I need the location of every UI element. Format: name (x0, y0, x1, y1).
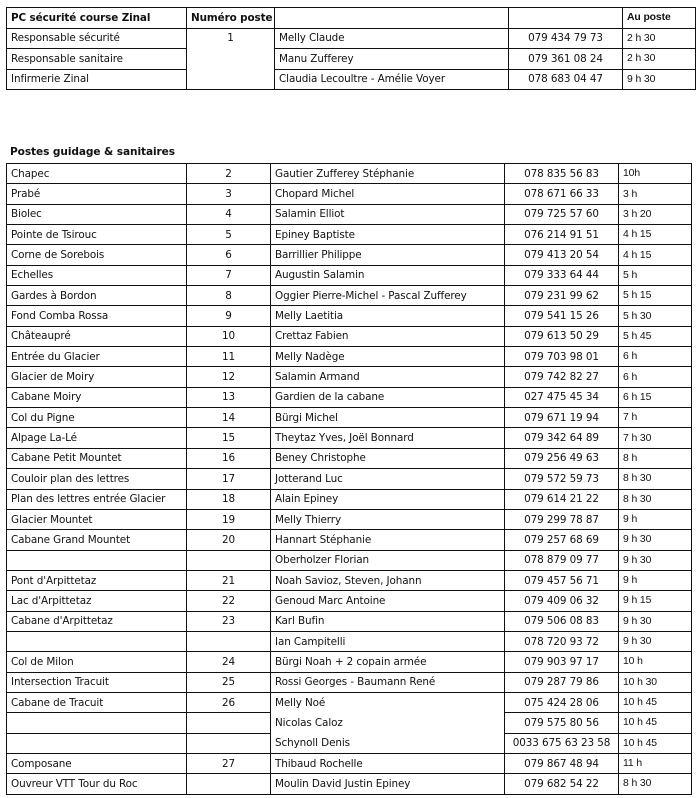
time-cell: 3 h 20 (619, 204, 692, 224)
time-cell: 2 h 30 (623, 28, 696, 49)
location-cell (7, 733, 187, 753)
location-cell: Glacier Mountet (7, 509, 187, 529)
table-row (7, 469, 692, 489)
location-cell: Cabane Petit Mountet (7, 448, 187, 468)
name-cell: Oggier Pierre-Michel - Pascal Zufferey (271, 286, 505, 306)
post-number-cell: 17 (187, 469, 271, 489)
pc-securite-table (6, 7, 696, 90)
name-cell: Oberholzer Florian (271, 550, 505, 570)
phone-cell: 079 434 79 73 (509, 28, 623, 49)
location-cell: Glacier de Moiry (7, 367, 187, 387)
name-cell: Theytaz Yves, Joël Bonnard (271, 428, 505, 448)
time-cell: 9 h 30 (619, 631, 692, 651)
phone-cell: 079 614 21 22 (505, 489, 619, 509)
location-cell: Lac d'Arpittetaz (7, 591, 187, 611)
time-cell: 4 h 15 (619, 225, 692, 245)
location-cell (7, 631, 187, 651)
location-cell: Col de Milon (7, 652, 187, 672)
name-cell: Karl Bufin (271, 611, 505, 631)
post-number-cell: 5 (187, 225, 271, 245)
table-row (7, 631, 692, 651)
table-row (7, 672, 692, 692)
time-cell: 9 h 30 (623, 69, 696, 90)
table-row (7, 611, 692, 631)
name-cell: Gautier Zufferey Stéphanie (271, 164, 505, 184)
name-cell: Schynoll Denis (271, 733, 505, 753)
name-cell: Noah Savioz, Steven, Johann (271, 570, 505, 590)
phone-cell: 079 231 99 62 (505, 286, 619, 306)
post-number-cell-empty (187, 69, 275, 90)
time-cell: 10 h 45 (619, 713, 692, 733)
time-cell: 6 h (619, 367, 692, 387)
table-row (7, 387, 692, 407)
phone-cell: 079 541 15 26 (505, 306, 619, 326)
time-cell: 11 h (619, 753, 692, 773)
table-row (7, 204, 692, 224)
time-cell: 5 h 15 (619, 286, 692, 306)
phone-cell: 079 682 54 22 (505, 774, 619, 794)
location-cell: Cabane Grand Mountet (7, 530, 187, 550)
location-cell: Pointe de Tsirouc (7, 225, 187, 245)
post-number-cell: 12 (187, 367, 271, 387)
post-number-cell: 27 (187, 753, 271, 773)
location-cell: Composane (7, 753, 187, 773)
name-cell: Manu Zufferey (275, 49, 509, 70)
post-number-cell: 2 (187, 164, 271, 184)
phone-cell: 079 506 08 83 (505, 611, 619, 631)
phone-cell: 079 742 82 27 (505, 367, 619, 387)
post-number-cell-empty (187, 49, 275, 70)
post-number-cell: 19 (187, 509, 271, 529)
time-cell: 5 h 30 (619, 306, 692, 326)
location-cell: Gardes à Bordon (7, 286, 187, 306)
table-row (7, 774, 692, 794)
phone-cell: 079 572 59 73 (505, 469, 619, 489)
table-row (7, 49, 696, 70)
name-cell: Melly Nadège (271, 347, 505, 367)
time-cell: 3 h (619, 184, 692, 204)
phone-cell: 079 299 78 87 (505, 509, 619, 529)
post-number-cell (187, 631, 271, 651)
time-cell: 9 h 30 (619, 611, 692, 631)
time-cell: 5 h 45 (619, 326, 692, 346)
post-number-cell: 26 (187, 692, 271, 712)
name-cell: Bürgi Noah + 2 copain armée (271, 652, 505, 672)
table-row (7, 489, 692, 509)
name-cell: Gardien de la cabane (271, 387, 505, 407)
table-row (7, 286, 692, 306)
post-number-cell: 25 (187, 672, 271, 692)
table-row (7, 347, 692, 367)
time-cell: 4 h 15 (619, 245, 692, 265)
location-cell: Echelles (7, 265, 187, 285)
table-row (7, 753, 692, 773)
time-cell: 6 h 15 (619, 387, 692, 407)
time-cell: 9 h (619, 570, 692, 590)
phone-cell: 079 409 06 32 (505, 591, 619, 611)
header-phone (509, 8, 623, 29)
name-cell: Nicolas Caloz (271, 713, 505, 733)
phone-cell: 078 879 09 77 (505, 550, 619, 570)
time-cell: 7 h 30 (619, 428, 692, 448)
location-cell: Ouvreur VTT Tour du Roc (7, 774, 187, 794)
time-cell: 10h (619, 164, 692, 184)
table-row (7, 652, 692, 672)
phone-cell: 079 256 49 63 (505, 448, 619, 468)
table-row (7, 225, 692, 245)
table-row (7, 692, 692, 712)
location-cell: Pont d'Arpittetaz (7, 570, 187, 590)
name-cell: Melly Claude (275, 28, 509, 49)
post-number-cell: 15 (187, 428, 271, 448)
location-cell: Col du Pigne (7, 408, 187, 428)
phone-cell: 076 214 91 51 (505, 225, 619, 245)
name-cell: Bürgi Michel (271, 408, 505, 428)
name-cell: Barrillier Philippe (271, 245, 505, 265)
name-cell: Augustin Salamin (271, 265, 505, 285)
post-number-cell: 23 (187, 611, 271, 631)
phone-cell: 079 457 56 71 (505, 570, 619, 590)
post-number-cell: 4 (187, 204, 271, 224)
location-cell: Biolec (7, 204, 187, 224)
post-number-cell: 18 (187, 489, 271, 509)
location-cell: Corne de Sorebois (7, 245, 187, 265)
time-cell: 9 h 30 (619, 530, 692, 550)
table-row (7, 530, 692, 550)
name-cell: Salamin Elliot (271, 204, 505, 224)
name-cell: Melly Noé (271, 692, 505, 712)
header-location: PC sécurité course Zinal (7, 8, 187, 29)
phone-cell: 079 287 79 86 (505, 672, 619, 692)
location-cell: Alpage La-Lé (7, 428, 187, 448)
name-cell: Ian Campitelli (271, 631, 505, 651)
post-number-cell: 24 (187, 652, 271, 672)
post-number-cell: 1 (187, 28, 275, 49)
pc-header-row (7, 8, 696, 29)
location-cell: Fond Comba Rossa (7, 306, 187, 326)
table-row (7, 713, 692, 733)
name-cell: Genoud Marc Antoine (271, 591, 505, 611)
table-row (7, 184, 692, 204)
header-post-number: Numéro poste (187, 8, 275, 29)
phone-cell: 078 720 93 72 (505, 631, 619, 651)
time-cell: 8 h 30 (619, 469, 692, 489)
time-cell: 2 h 30 (623, 49, 696, 70)
table-row (7, 306, 692, 326)
name-cell: Epiney Baptiste (271, 225, 505, 245)
post-number-cell: 10 (187, 326, 271, 346)
phone-cell: 079 361 08 24 (509, 49, 623, 70)
table-row (7, 550, 692, 570)
phone-cell: 079 333 64 44 (505, 265, 619, 285)
location-cell: Châteaupré (7, 326, 187, 346)
time-cell: 8 h 30 (619, 489, 692, 509)
phone-cell: 079 342 64 89 (505, 428, 619, 448)
post-number-cell: 8 (187, 286, 271, 306)
name-cell: Thibaud Rochelle (271, 753, 505, 773)
time-cell: 5 h (619, 265, 692, 285)
name-cell: Crettaz Fabien (271, 326, 505, 346)
phone-cell: 078 671 66 33 (505, 184, 619, 204)
phone-cell: 0033 675 63 23 58 (505, 733, 619, 753)
time-cell: 9 h 15 (619, 591, 692, 611)
post-number-cell (187, 713, 271, 733)
time-cell: 9 h 30 (619, 550, 692, 570)
header-name (275, 8, 509, 29)
post-number-cell: 3 (187, 184, 271, 204)
post-number-cell: 11 (187, 347, 271, 367)
table-row (7, 408, 692, 428)
location-cell: Responsable sécurité (7, 28, 187, 49)
name-cell: Alain Epiney (271, 489, 505, 509)
post-number-cell: 9 (187, 306, 271, 326)
post-number-cell: 20 (187, 530, 271, 550)
name-cell: Hannart Stéphanie (271, 530, 505, 550)
section-title: Postes guidage & sanitaires (10, 146, 175, 158)
post-number-cell: 21 (187, 570, 271, 590)
name-cell: Jotterand Luc (271, 469, 505, 489)
phone-cell: 079 575 80 56 (505, 713, 619, 733)
location-cell: Cabane Moiry (7, 387, 187, 407)
post-number-cell: 6 (187, 245, 271, 265)
time-cell: 10 h (619, 652, 692, 672)
table-row (7, 570, 692, 590)
post-number-cell (187, 733, 271, 753)
table-row (7, 367, 692, 387)
time-cell: 7 h (619, 408, 692, 428)
phone-cell: 079 867 48 94 (505, 753, 619, 773)
post-number-cell (187, 774, 271, 794)
post-number-cell: 13 (187, 387, 271, 407)
table-row (7, 448, 692, 468)
location-cell (7, 713, 187, 733)
phone-cell: 079 613 50 29 (505, 326, 619, 346)
location-cell: Entrée du Glacier (7, 347, 187, 367)
time-cell: 10 h 45 (619, 692, 692, 712)
name-cell: Rossi Georges - Baumann René (271, 672, 505, 692)
name-cell: Chopard Michel (271, 184, 505, 204)
name-cell: Beney Christophe (271, 448, 505, 468)
phone-cell: 075 424 28 06 (505, 692, 619, 712)
table-row (7, 69, 696, 90)
name-cell: Melly Laetitia (271, 306, 505, 326)
phone-cell: 079 671 19 94 (505, 408, 619, 428)
location-cell: Responsable sanitaire (7, 49, 187, 70)
post-number-cell: 16 (187, 448, 271, 468)
time-cell: 8 h 30 (619, 774, 692, 794)
name-cell: Salamin Armand (271, 367, 505, 387)
name-cell: Moulin David Justin Epiney (271, 774, 505, 794)
table-row (7, 428, 692, 448)
table-row (7, 28, 696, 49)
post-number-cell (187, 550, 271, 570)
table-row (7, 591, 692, 611)
name-cell: Claudia Lecoultre - Amélie Voyer (275, 69, 509, 90)
table-row (7, 326, 692, 346)
location-cell (7, 550, 187, 570)
location-cell: Couloir plan des lettres (7, 469, 187, 489)
phone-cell: 078 835 56 83 (505, 164, 619, 184)
phone-cell: 078 683 04 47 (509, 69, 623, 90)
time-cell: 9 h (619, 509, 692, 529)
post-number-cell: 14 (187, 408, 271, 428)
location-cell: Infirmerie Zinal (7, 69, 187, 90)
location-cell: Cabane de Tracuit (7, 692, 187, 712)
phone-cell: 079 413 20 54 (505, 245, 619, 265)
post-number-cell: 22 (187, 591, 271, 611)
phone-cell: 079 257 68 69 (505, 530, 619, 550)
table-row (7, 265, 692, 285)
table-row (7, 509, 692, 529)
phone-cell: 079 703 98 01 (505, 347, 619, 367)
post-number-cell: 7 (187, 265, 271, 285)
time-cell: 10 h 45 (619, 733, 692, 753)
table-row (7, 164, 692, 184)
location-cell: Chapec (7, 164, 187, 184)
location-cell: Cabane d'Arpittetaz (7, 611, 187, 631)
phone-cell: 027 475 45 34 (505, 387, 619, 407)
location-cell: Intersection Tracuit (7, 672, 187, 692)
header-time: Au poste (623, 8, 696, 29)
name-cell: Melly Thierry (271, 509, 505, 529)
time-cell: 10 h 30 (619, 672, 692, 692)
posts-table (6, 163, 692, 795)
location-cell: Prabé (7, 184, 187, 204)
table-row (7, 733, 692, 753)
time-cell: 6 h (619, 347, 692, 367)
phone-cell: 079 903 97 17 (505, 652, 619, 672)
time-cell: 8 h (619, 448, 692, 468)
phone-cell: 079 725 57 60 (505, 204, 619, 224)
location-cell: Plan des lettres entrée Glacier (7, 489, 187, 509)
table-row (7, 245, 692, 265)
